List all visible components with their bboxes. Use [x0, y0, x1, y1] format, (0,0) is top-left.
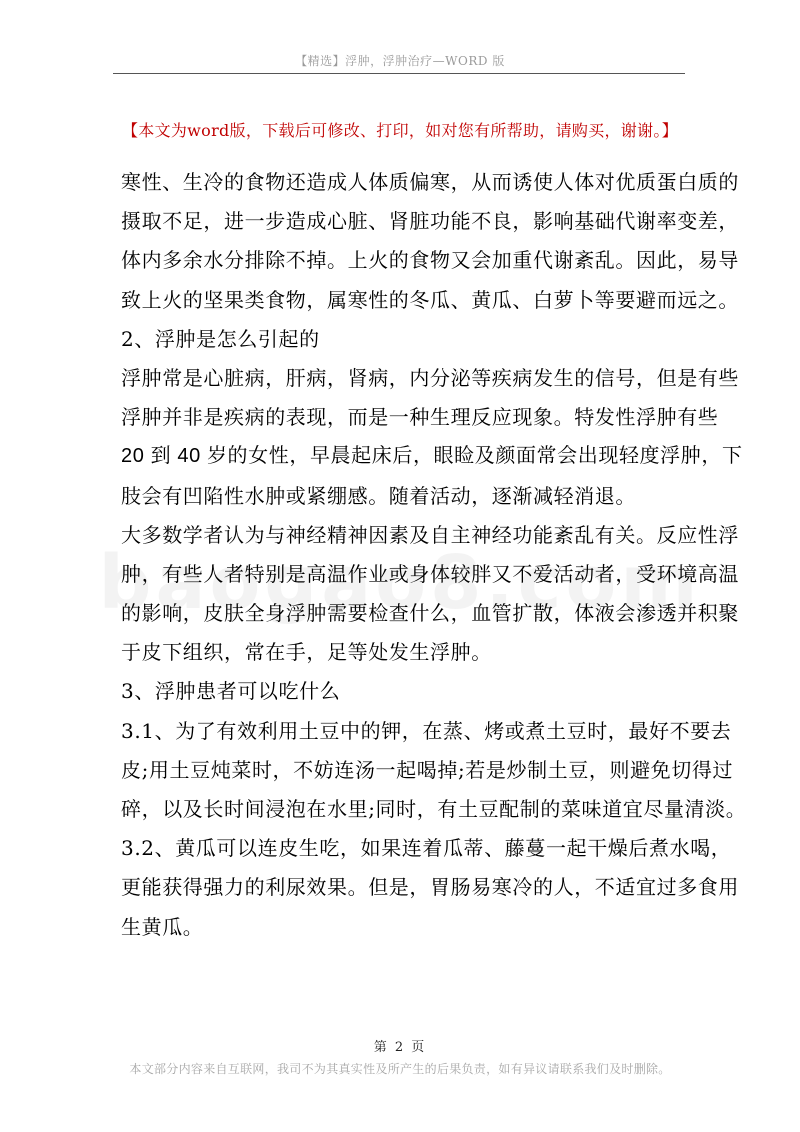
body-line: 浮肿常是心脏病，肝病，肾病，内分泌等疾病发生的信号，但是有些	[121, 365, 739, 390]
body-line: 生黄瓜。	[121, 914, 204, 939]
body-line: 肿，有些人者特别是高温作业或身体较胖又不爱活动者，受环境高温	[121, 561, 739, 586]
body-line: 浮肿并非是疾病的表现，而是一种生理反应现象。特发性浮肿有些	[121, 405, 719, 430]
body-line: 的影响，皮肤全身浮肿需要检查什么，血管扩散，体液会渗透并积聚	[121, 601, 739, 626]
body-line: 20 到 40 岁的女性，早晨起床后，眼睑及颜面常会出现轻度浮肿，下	[121, 445, 743, 468]
body-line: 更能获得强力的利尿效果。但是，胃肠易寒冷的人，不适宜过多食用	[121, 875, 739, 900]
body-line: 3.1、为了有效利用土豆中的钾，在蒸、烤或煮土豆时，最好不要去	[121, 718, 732, 743]
body-line: 寒性、生冷的食物还造成人体质偏寒，从而诱使人体对优质蛋白质的	[121, 170, 739, 194]
body-line: 致上火的坚果类食物，属寒性的冬瓜、黄瓜、白萝卜等要避而远之。	[121, 287, 739, 312]
section-heading: 3、浮肿患者可以吃什么	[121, 679, 341, 704]
body-line: 于皮下组织，常在手，足等处发生浮肿。	[121, 640, 492, 665]
body-line: 肢会有凹陷性水肿或紧绷感。随着活动，逐渐减轻消退。	[121, 483, 636, 508]
page-header: 【精选】浮肿，浮肿治疗—WORD 版	[295, 54, 505, 68]
section-heading: 2、浮肿是怎么引起的	[121, 326, 320, 351]
body-line: 大多数学者认为与神经精神因素及自主神经功能紊乱有关。反应性浮	[121, 522, 739, 547]
body-line: 体内多余水分排除不掉。上火的食物又会加重代谢紊乱。因此，易导	[121, 248, 739, 273]
page-footer: 本文部分内容来自互联网，我司不为其真实性及所产生的后果负责，如有异议请联系我们及时删除。	[129, 1062, 671, 1076]
document-body	[121, 163, 747, 947]
body-line: 碎，以及长时间浸泡在水里;同时，有土豆配制的菜味道宜尽量清淡。	[121, 797, 747, 821]
purchase-notice: 【本文为word版，下载后可修改、打印，如对您有所帮助，请购买，谢谢。】	[121, 121, 679, 140]
body-line: 3.2、黄瓜可以连皮生吃，如果连着瓜蒂、藤蔓一起干燥后煮水喝，	[121, 836, 732, 861]
header-divider	[113, 73, 685, 74]
page-number: 第 2 页	[373, 1040, 427, 1055]
body-line: 摄取不足，进一步造成心脏、肾脏功能不良，影响基础代谢率变差，	[121, 209, 739, 234]
body-line: 皮;用土豆炖菜时，不妨连汤一起喝掉;若是炒制土豆，则避免切得过	[121, 757, 734, 782]
